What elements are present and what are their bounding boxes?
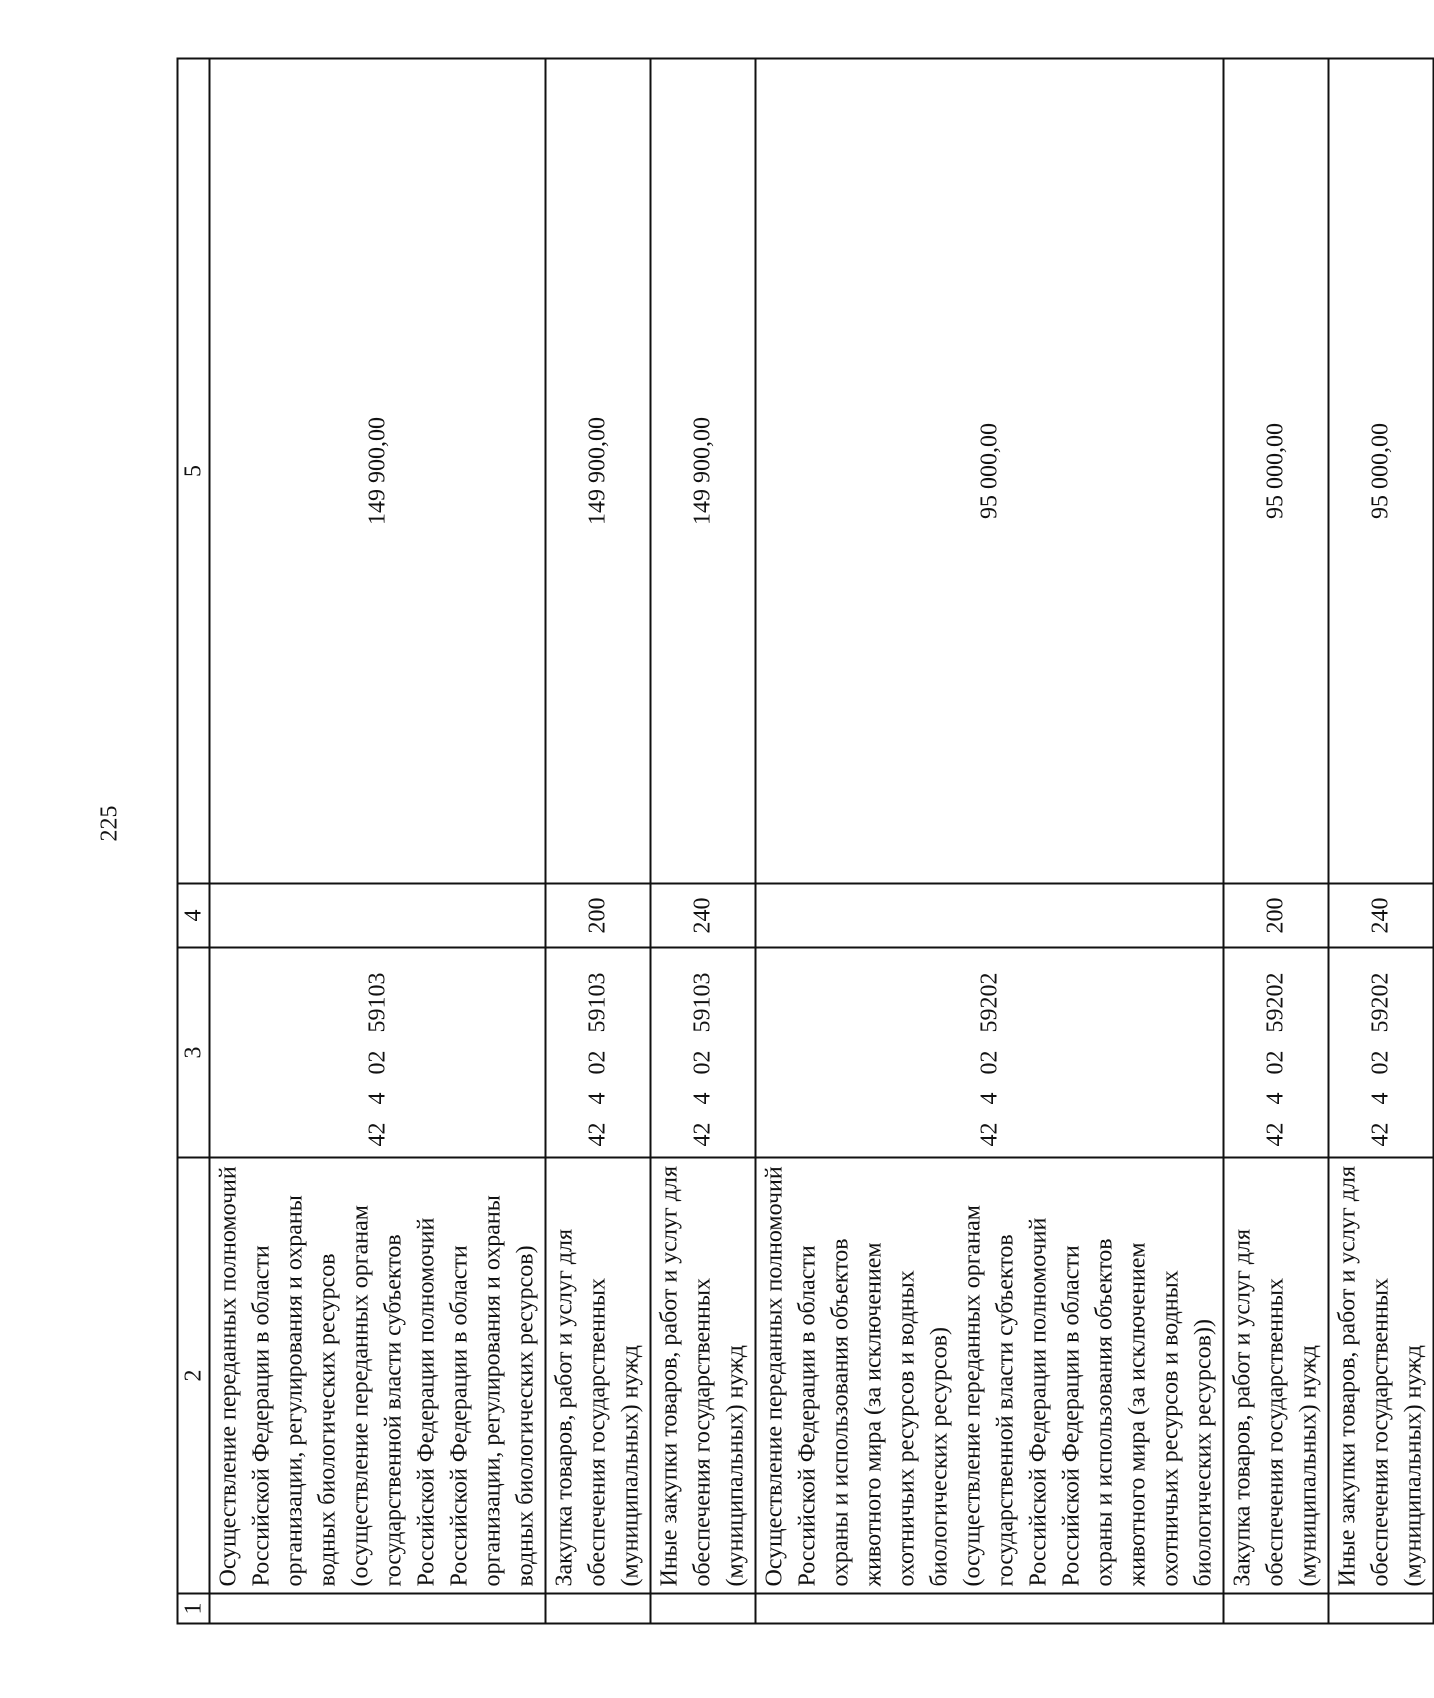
header-col-4: 4 [177, 884, 209, 948]
header-col-5: 5 [177, 59, 209, 884]
row-col1 [1223, 1594, 1328, 1624]
budget-table [176, 58, 1434, 1625]
row-code: 42 4 02 59202 [1223, 948, 1328, 1158]
row-description: Осуществление переданных полномочий Российской Федерации в области охраны и использования объектов животного мира (за исключением охотничьих ресурсов и водных биологических ресурсов) (осуществление переданных органам государственной власти субъектов Российской Федерации полномочий Российской Федерации в области охраны и использования объектов животного мира (за исключением охотничьих ресурсов и водных биологических ресурсов)) [755, 1158, 1223, 1594]
row-amount: 95 000,00 [1328, 59, 1433, 884]
row-type: 200 [545, 884, 650, 948]
row-description: Закупка товаров, работ и услуг для обеспечения государственных (муниципальных) нужд [1223, 1158, 1328, 1594]
row-type [755, 884, 1223, 948]
row-code: 42 4 02 59103 [545, 948, 650, 1158]
row-description: Осуществление переданных полномочий Российской Федерации в области организации, регулирования и охраны водных биологических ресурсов (осуществление переданных органам государственной власти субъектов Российской Федерации полномочий Российской Федерации в области организации, регулирования и охраны водных биологических ресурсов) [209, 1158, 545, 1594]
table-row [545, 59, 650, 1624]
row-type [209, 884, 545, 948]
table-header-row [177, 59, 209, 1624]
row-code: 42 4 02 59202 [755, 948, 1223, 1158]
row-amount: 149 900,00 [545, 59, 650, 884]
header-col-1: 1 [177, 1594, 209, 1624]
row-amount: 95 000,00 [1223, 59, 1328, 884]
row-col1 [650, 1594, 755, 1624]
row-description: Иные закупки товаров, работ и услуг для обеспечения государственных (муниципальных) нужд [1328, 1158, 1433, 1594]
table-row [650, 59, 755, 1624]
row-description: Иные закупки товаров, работ и услуг для обеспечения государственных (муниципальных) нужд [650, 1158, 755, 1594]
row-col1 [209, 1594, 545, 1624]
row-col1 [545, 1594, 650, 1624]
table-row [755, 59, 1223, 1624]
row-amount: 95 000,00 [755, 59, 1223, 884]
table-row [1328, 59, 1433, 1624]
row-description: Закупка товаров, работ и услуг для обеспечения государственных (муниципальных) нужд [545, 1158, 650, 1594]
row-code: 42 4 02 59103 [209, 948, 545, 1158]
row-code: 42 4 02 59202 [1328, 948, 1433, 1158]
row-col1 [755, 1594, 1223, 1624]
row-type: 240 [1328, 884, 1433, 948]
row-col1 [1328, 1594, 1433, 1624]
row-amount: 149 900,00 [209, 59, 545, 884]
row-amount: 149 900,00 [650, 59, 755, 884]
table-row [1223, 59, 1328, 1624]
row-type: 240 [650, 884, 755, 948]
page-number: 225 [96, 805, 123, 842]
header-col-3: 3 [177, 948, 209, 1158]
row-code: 42 4 02 59103 [650, 948, 755, 1158]
rotated-table-wrapper [176, 60, 1426, 1625]
header-col-2: 2 [177, 1158, 209, 1594]
table-row [209, 59, 545, 1624]
row-type: 200 [1223, 884, 1328, 948]
